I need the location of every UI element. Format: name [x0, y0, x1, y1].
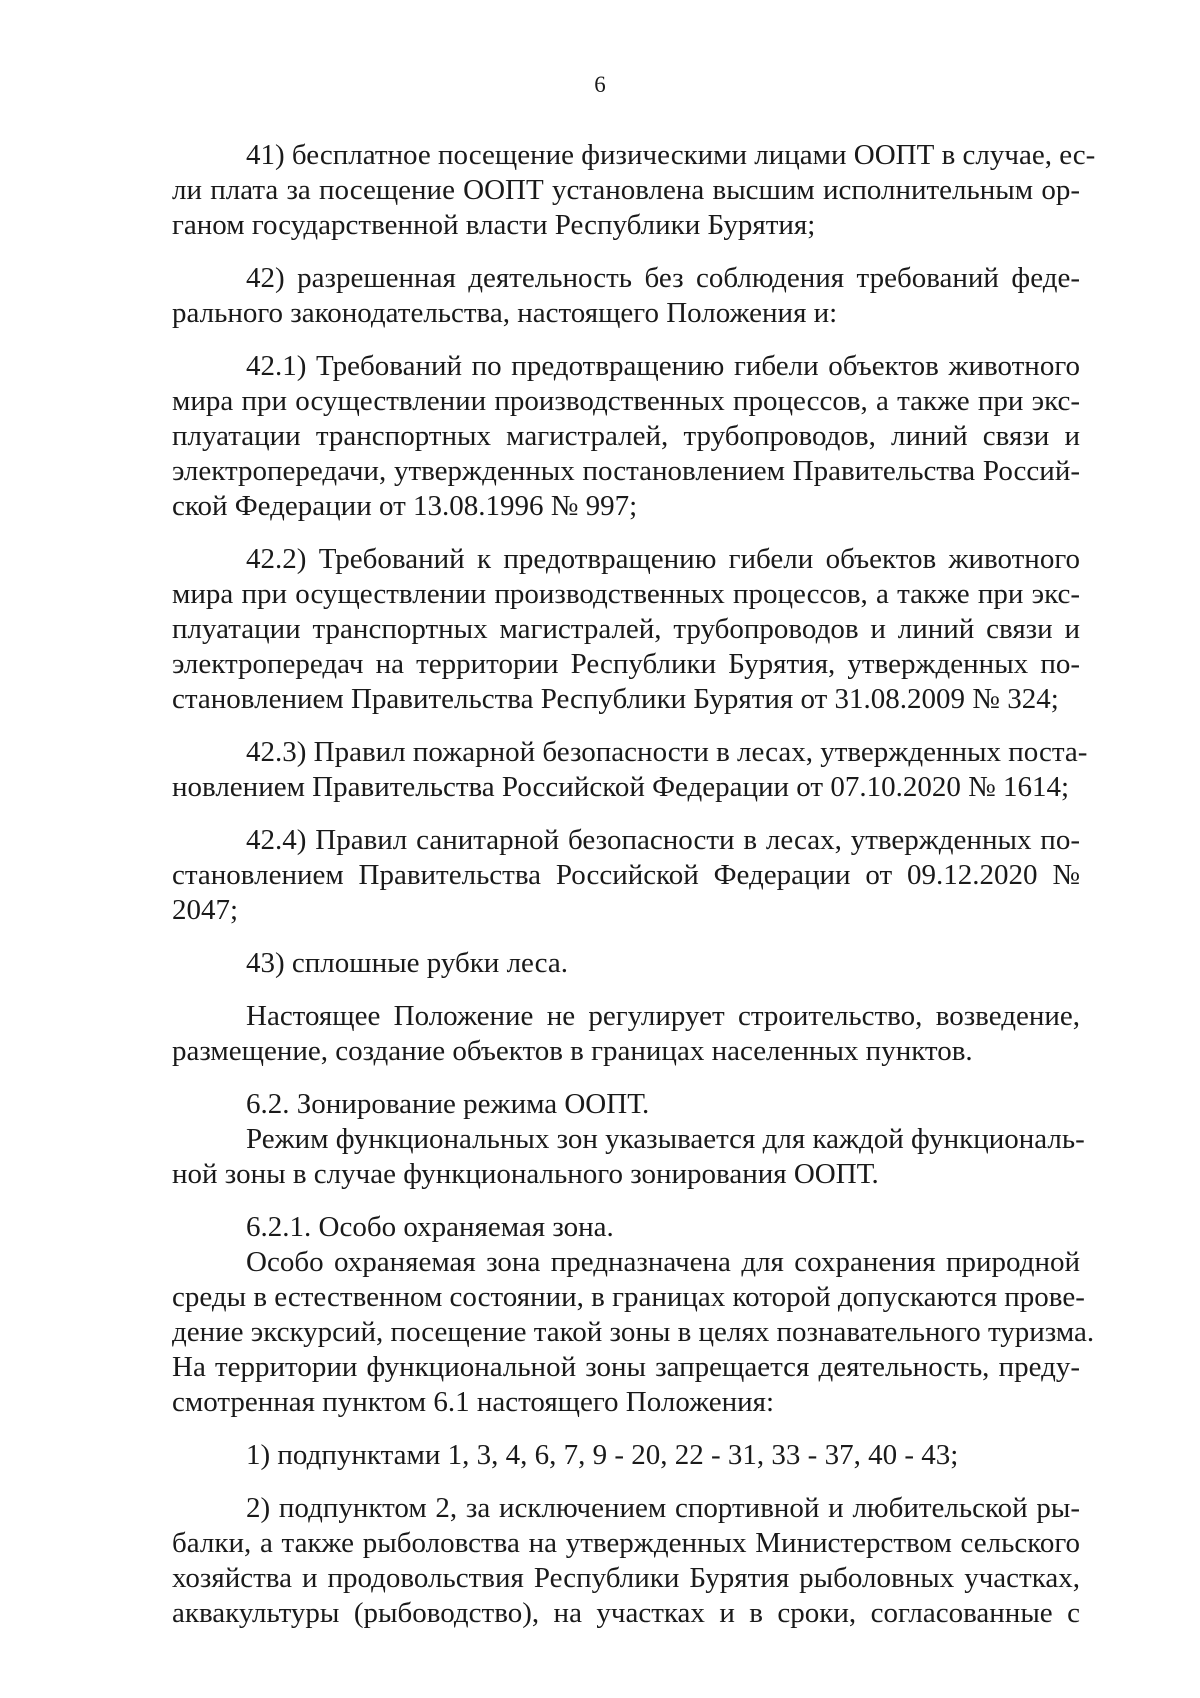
text-line: дение экскурсий, посещение такой зоны в целях познавательного туризма.	[172, 1316, 1095, 1348]
paragraph	[172, 138, 1096, 243]
text-line: ли плата за посещение ООПТ установлена высшим исполнительным ор-	[172, 174, 1080, 206]
text-line: 42.4) Правил санитарной безопасности в лесах, утвержденных по-	[246, 824, 1080, 856]
paragraph	[172, 1438, 1080, 1473]
text-line: 42.3) Правил пожарной безопасности в лесах, утвержденных поста-	[246, 736, 1088, 768]
text-line: мира при осуществлении производственных процессов, а также при экс-	[172, 385, 1080, 417]
text-line: 42) разрешенная деятельность без соблюдения требований феде-	[246, 262, 1080, 294]
text-line: 2047;	[172, 894, 239, 926]
paragraph	[172, 1122, 1085, 1192]
text-line: плуатации транспортных магистралей, трубопроводов, линий связи и	[172, 420, 1080, 452]
text-line: На территории функциональной зоны запрещается деятельность, преду-	[172, 1351, 1080, 1383]
text-line: рального законодательства, настоящего Положения и:	[172, 297, 838, 329]
text-line: среды в естественном состоянии, в границах которой допускаются прове-	[172, 1281, 1085, 1313]
paragraph	[172, 1210, 1080, 1245]
text-line: 43) сплошные рубки леса.	[246, 947, 568, 979]
text-line: ской Федерации от 13.08.1996 № 997;	[172, 490, 638, 522]
text-line: Особо охраняемая зона предназначена для сохранения природной	[246, 1246, 1080, 1278]
text-line: 6.2. Зонирование режима ООПТ.	[246, 1088, 650, 1120]
text-line: аквакультуры (рыбоводство), на участках и в сроки, согласованные с	[172, 1597, 1080, 1629]
paragraph	[172, 1245, 1095, 1420]
paragraph	[172, 261, 1080, 331]
text-line: смотренная пунктом 6.1 настоящего Положения:	[172, 1386, 775, 1418]
paragraph	[172, 1087, 1080, 1122]
paragraph	[172, 823, 1080, 928]
document-body	[172, 138, 1096, 1649]
text-line: 42.2) Требований к предотвращению гибели объектов животного	[246, 543, 1080, 575]
text-line: Настоящее Положение не регулирует строительство, возведение,	[246, 1000, 1080, 1032]
text-line: становлением Правительства Республики Бурятия от 31.08.2009 № 324;	[172, 683, 1059, 715]
paragraph	[172, 349, 1080, 524]
text-line: ганом государственной власти Республики Бурятия;	[172, 209, 816, 241]
paragraph	[172, 735, 1088, 805]
text-line: электропередачи, утвержденных постановлением Правительства Россий-	[172, 455, 1080, 487]
text-line: 2) подпунктом 2, за исключением спортивной и любительской ры-	[246, 1492, 1080, 1524]
text-line: 42.1) Требований по предотвращению гибели объектов животного	[246, 350, 1080, 382]
text-line: размещение, создание объектов в границах населенных пунктов.	[172, 1035, 973, 1067]
paragraph	[172, 542, 1080, 717]
text-line: электропередач на территории Республики Бурятия, утвержденных по-	[172, 648, 1080, 680]
text-line: 1) подпунктами 1, 3, 4, 6, 7, 9 - 20, 22 - 31, 33 - 37, 40 - 43;	[246, 1439, 959, 1471]
text-line: Режим функциональных зон указывается для каждой функциональ-	[246, 1123, 1085, 1155]
paragraph	[172, 1491, 1080, 1631]
page-number: 6	[594, 72, 606, 97]
text-line: мира при осуществлении производственных процессов, а также при экс-	[172, 578, 1080, 610]
text-line: 6.2.1. Особо охраняемая зона.	[246, 1211, 614, 1243]
paragraph	[172, 999, 1080, 1069]
text-line: плуатации транспортных магистралей, трубопроводов и линий связи и	[172, 613, 1080, 645]
text-line: хозяйства и продовольствия Республики Бурятия рыболовных участках,	[172, 1562, 1080, 1594]
text-line: новлением Правительства Российской Федерации от 07.10.2020 № 1614;	[172, 771, 1070, 803]
text-line: балки, а также рыболовства на утвержденных Министерством сельского	[172, 1527, 1080, 1559]
text-line: становлением Правительства Российской Федерации от 09.12.2020 №	[172, 859, 1080, 891]
paragraph	[172, 946, 1080, 981]
text-line: 41) бесплатное посещение физическими лицами ООПТ в случае, ес-	[246, 139, 1096, 171]
text-line: ной зоны в случае функционального зонирования ООПТ.	[172, 1158, 879, 1190]
